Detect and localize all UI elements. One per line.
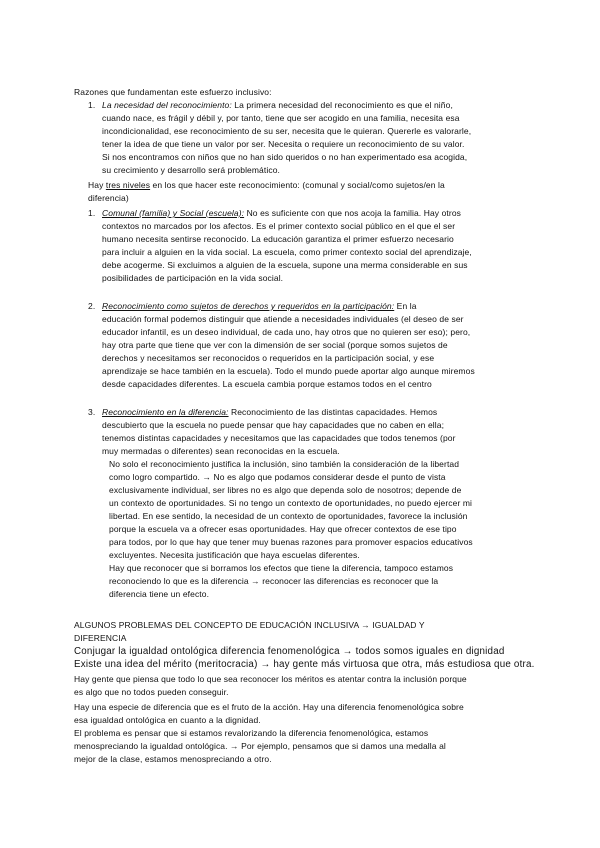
level2-line: educación formal podemos distinguir que atiende a necesidades individuales (el deseo de ser	[102, 314, 464, 324]
level3-title: Reconocimiento en la diferencia:	[102, 407, 229, 417]
section2-big-line: Existe una idea del mérito (meritocracia) → hay gente más virtuosa que otra, más estudiosa que otra.	[74, 659, 535, 670]
item1-line: cuando nace, es frágil y débil y, por tanto, tiene que ser acogido en una familia, necesita esa	[102, 113, 460, 123]
item1-title: La necesidad del reconocimiento:	[102, 100, 232, 110]
level3-first-line	[102, 407, 437, 418]
level3-sub-line: reconociendo lo que es la diferencia → reconocer las diferencias es reconocer que la	[109, 576, 439, 586]
section2-line: es algo que no todos pueden conseguir.	[74, 687, 229, 697]
item1-number: 1.	[88, 100, 96, 110]
section2-line: Hay gente que piensa que todo lo que sea reconocer los méritos es atentar contra la inclusión porque	[74, 674, 467, 684]
level2-title: Reconocimiento como sujetos de derechos y requeridos en la participación:	[102, 301, 395, 311]
level3-sub-line: un contexto de oportunidades. Si no tengo un contexto de oportunidades, no puedo ejercer mi	[109, 498, 473, 508]
level2-first-line	[102, 301, 417, 312]
level3-first-text: Reconocimiento de las distintas capacidades. Hemos	[228, 407, 438, 417]
levels-line	[88, 180, 445, 191]
level3-sub-line: libertad. En ese sentido, la necesidad de un contexto de oportunidades, favorece la inclusión	[109, 511, 468, 521]
levels-post: en los que hacer este reconocimiento: (comunal y social/como sujetos/en la	[150, 180, 445, 190]
level2-line: aprendizaje se hace también en la escuela). Todo el mundo puede aportar algo aunque miremos	[102, 366, 475, 376]
level3-sub-line: exclusivamente individual, ser libres no es algo que dependa solo de nosotros; depende de	[109, 485, 462, 495]
level3-sub-line: como logro compartido. → No es algo que podamos considerar desde el punto de vista	[109, 472, 446, 482]
level2-line: educador infantil, es un deseo individual, de cada uno, hay otros que no quieren ser eso); pero,	[102, 327, 471, 337]
level3-line: tenemos distintas capacidades y necesitamos que las capacidades que todos tenemos (por	[102, 433, 456, 443]
item1-line: tener la idea de que tiene un valor por ser. Necesita o requiere un reconocimiento de su valor.	[102, 139, 465, 149]
levels-link[interactable]: tres niveles	[105, 180, 151, 190]
section2-line: mejor de la clase, estamos menospreciando a otro.	[74, 754, 272, 764]
level2-line: derechos y necesitamos ser reconocidos o requeridos en la participación social, y ese	[102, 353, 435, 363]
level2-line: desde capacidades diferentes. La escuela cambia porque estamos todos en el centro	[102, 379, 432, 389]
level1-number: 1.	[88, 208, 96, 218]
level1-first-line	[102, 208, 461, 219]
level3-sub-line: excluyentes. Necesita justificación que haya escuelas diferentes.	[109, 550, 360, 560]
level1-title: Comunal (familia) y Social (escuela):	[102, 208, 245, 218]
level3-sub-line: Hay que reconocer que si borramos los efectos que tiene la diferencia, tampoco estamos	[109, 563, 454, 573]
item1-line: Si nos encontramos con niños que no han sido queridos o no han experimentado esa acogida,	[102, 152, 468, 162]
level3-sub-line: para todos, por lo que hay que tener muy buenas razones para promover espacios educativos	[109, 537, 473, 547]
section2-line: esa igualdad ontológica en cuanto a la dignidad.	[74, 715, 261, 725]
level1-line: contextos no marcados por los afectos. Es el primer contexto social público en el que el ser	[102, 221, 456, 231]
item1-line: incondicionalidad, ese reconocimiento de su ser, necesita que le quieran. Quererle es valorarle,	[102, 126, 472, 136]
level3-number: 3.	[88, 407, 96, 417]
level1-line: para incluir a alguien en la vida social. La escuela, como primer contexto social del aprendizaje,	[102, 247, 472, 257]
section2-heading: ALGUNOS PROBLEMAS DEL CONCEPTO DE EDUCACIÓN INCLUSIVA → IGUALDAD Y	[74, 620, 425, 630]
item1-first-text: La primera necesidad del reconocimiento es que el niño,	[231, 100, 453, 110]
item1-first-line	[102, 100, 453, 111]
section2-heading-2: DIFERENCIA	[74, 633, 127, 643]
level2-number: 2.	[88, 301, 96, 311]
section2-line: menospreciando la igualdad ontológica. → Por ejemplo, pensamos que si damos una medalla al	[74, 741, 446, 751]
level3-sub-line: porque la escuela va a ofrecer esas oportunidades. Hay que ofrecer contextos de ese tipo	[109, 524, 457, 534]
level3-sub-line: diferencia tiene un efecto.	[109, 589, 210, 599]
level1-line: debe acogerme. Si excluimos a alguien de la escuela, supone una merma considerable en sus	[102, 260, 468, 270]
level2-line: hay otra parte que tiene que ver con la dimensión de ser social (porque somos sujetos de	[102, 340, 448, 350]
section2-line: Hay una especie de diferencia que es el fruto de la acción. Hay una diferencia fenomenológica sobre	[74, 702, 464, 712]
level1-line: posibilidades de participación en la vida social.	[102, 273, 284, 283]
level1-line: humano necesita sentirse reconocido. La educación garantiza el primer esfuerzo necesario	[102, 234, 454, 244]
level2-first-text: En la	[394, 301, 417, 311]
level1-first-text: No es suficiente con que nos acoja la familia. Hay otros	[244, 208, 462, 218]
level3-line: descubierto que la escuela no puede pensar que hay capacidades que no caben en ella;	[102, 420, 445, 430]
intro-line: Razones que fundamentan este esfuerzo inclusivo:	[74, 87, 272, 97]
item1-line: su crecimiento y desarrollo será problemático.	[102, 165, 280, 175]
section2-big-line: Conjugar la igualdad ontológica diferencia fenomenológica → todos somos iguales en dignidad	[74, 646, 505, 657]
levels-pre: Hay	[88, 180, 106, 190]
level3-sub-line: No solo el reconocimiento justifica la inclusión, sino también la consideración de la libertad	[109, 459, 460, 469]
level3-line: muy mermadas o diferentes) sean reconocidas en la escuela.	[102, 446, 340, 456]
levels-line-2: diferencia)	[88, 193, 129, 203]
section2-line: El problema es pensar que si estamos revalorizando la diferencia fenomenológica, estamos	[74, 728, 429, 738]
